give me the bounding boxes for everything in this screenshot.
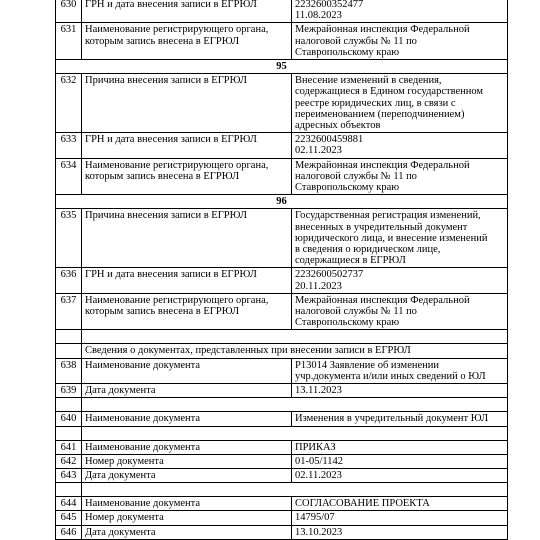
row-number: 636 bbox=[56, 268, 82, 293]
field-value-line: юридического лица, и внесение изменений bbox=[295, 232, 488, 244]
row-number: 637 bbox=[56, 293, 82, 330]
section-header-row bbox=[56, 344, 508, 358]
field-value-line: внесенных в учредительный документ bbox=[295, 221, 468, 233]
field-value-line: в сведения о юридическом лице, bbox=[295, 244, 441, 256]
field-name bbox=[82, 133, 292, 158]
field-name bbox=[82, 209, 292, 268]
field-value bbox=[292, 293, 508, 330]
field-name bbox=[82, 74, 292, 133]
field-name bbox=[82, 440, 292, 454]
field-value-line: налоговой службы № 11 по bbox=[295, 306, 417, 318]
table-row bbox=[56, 497, 508, 511]
field-name-line: Наименование регистрирующего органа, bbox=[85, 159, 269, 171]
field-value-line: 11.08.2023 bbox=[295, 10, 342, 22]
table-row bbox=[56, 23, 508, 60]
field-value-line: Государственная регистрация изменений, bbox=[295, 210, 481, 222]
field-value bbox=[292, 440, 508, 454]
field-value-line: Ставропольскому краю bbox=[295, 317, 400, 329]
field-name bbox=[82, 384, 292, 398]
empty-cell bbox=[82, 330, 508, 344]
field-value-line: учр.документа и/или иных сведений о ЮЛ bbox=[295, 370, 486, 382]
field-value-line: 2232600459881 bbox=[295, 134, 364, 146]
field-value-line: 13.11.2023 bbox=[295, 385, 342, 397]
field-name-line: Номер документа bbox=[85, 455, 164, 467]
field-value-line: Внесение изменений в сведения, bbox=[295, 75, 442, 87]
field-value-line: содержащиеся в Едином государственном bbox=[295, 86, 484, 98]
field-value bbox=[292, 384, 508, 398]
field-name bbox=[82, 293, 292, 330]
field-value bbox=[292, 454, 508, 468]
group-number: 96 bbox=[56, 195, 508, 209]
empty-cell bbox=[82, 483, 508, 497]
field-value-line: Межрайонная инспекция Федеральной bbox=[295, 294, 470, 306]
table-row bbox=[56, 268, 508, 293]
field-value-line: ПРИКАЗ bbox=[295, 441, 336, 453]
group-header-row bbox=[56, 60, 508, 74]
field-value bbox=[292, 209, 508, 268]
field-value-line: 02.11.2023 bbox=[295, 145, 342, 157]
field-name-line: Причина внесения записи в ЕГРЮЛ bbox=[85, 210, 248, 222]
field-value bbox=[292, 412, 508, 426]
field-value bbox=[292, 511, 508, 525]
field-name-line: Дата документа bbox=[85, 385, 156, 397]
field-value bbox=[292, 358, 508, 383]
empty-cell bbox=[82, 398, 508, 412]
row-number: 634 bbox=[56, 158, 82, 195]
row-number: 639 bbox=[56, 384, 82, 398]
field-name-line: Причина внесения записи в ЕГРЮЛ bbox=[85, 75, 248, 87]
field-name-line: Наименование регистрирующего органа, bbox=[85, 24, 269, 36]
empty-cell bbox=[56, 426, 82, 440]
table-row bbox=[56, 0, 508, 23]
field-value-line: 2232600352477 bbox=[295, 0, 364, 10]
field-value-line: 2232600502737 bbox=[295, 269, 364, 281]
table-row bbox=[56, 358, 508, 383]
table-row bbox=[56, 468, 508, 482]
field-value bbox=[292, 158, 508, 195]
field-name bbox=[82, 468, 292, 482]
field-value-line: Межрайонная инспекция Федеральной bbox=[295, 24, 470, 36]
row-number: 645 bbox=[56, 511, 82, 525]
row-number: 631 bbox=[56, 23, 82, 60]
spacer-row bbox=[56, 330, 508, 344]
field-name-line: Дата документа bbox=[85, 469, 156, 481]
spacer-row bbox=[56, 398, 508, 412]
empty-cell bbox=[82, 426, 508, 440]
field-value bbox=[292, 23, 508, 60]
empty-cell bbox=[56, 344, 82, 358]
group-header-row bbox=[56, 195, 508, 209]
row-number: 633 bbox=[56, 133, 82, 158]
field-value-line: содержащиеся в ЕГРЮЛ bbox=[295, 255, 406, 267]
field-name-line: ГРН и дата внесения записи в ЕГРЮЛ bbox=[85, 134, 257, 146]
field-value-line: Ставропольскому краю bbox=[295, 46, 400, 58]
field-value-line: 14795/07 bbox=[295, 512, 335, 524]
field-value-line: адресных объектов bbox=[295, 120, 381, 132]
section-title: Сведения о документах, представленных при внесении записи в ЕГРЮЛ bbox=[82, 344, 508, 358]
field-value-line: Ставропольскому краю bbox=[295, 182, 400, 194]
table-row bbox=[56, 384, 508, 398]
field-name-line: Наименование документа bbox=[85, 413, 200, 425]
table-row bbox=[56, 454, 508, 468]
field-name bbox=[82, 358, 292, 383]
field-name-line: Наименование документа bbox=[85, 498, 200, 510]
field-name bbox=[82, 525, 292, 539]
row-number: 635 bbox=[56, 209, 82, 268]
field-value bbox=[292, 468, 508, 482]
field-value bbox=[292, 74, 508, 133]
table-row bbox=[56, 133, 508, 158]
row-number: 638 bbox=[56, 358, 82, 383]
table-row bbox=[56, 525, 508, 539]
spacer-row bbox=[56, 483, 508, 497]
empty-cell bbox=[56, 398, 82, 412]
field-name bbox=[82, 268, 292, 293]
field-name-line: которым запись внесена в ЕГРЮЛ bbox=[85, 170, 240, 182]
field-value-line: Р13014 Заявление об изменении bbox=[295, 359, 439, 371]
field-name-line: Наименование документа bbox=[85, 441, 200, 453]
field-name-line: Дата документа bbox=[85, 526, 156, 538]
field-name-line: Номер документа bbox=[85, 512, 164, 524]
table-body bbox=[56, 0, 508, 539]
field-name bbox=[82, 412, 292, 426]
field-name bbox=[82, 511, 292, 525]
table-row bbox=[56, 412, 508, 426]
field-value-line: 02.11.2023 bbox=[295, 469, 342, 481]
row-number: 643 bbox=[56, 468, 82, 482]
field-value bbox=[292, 133, 508, 158]
row-number: 642 bbox=[56, 454, 82, 468]
field-name-line: Наименование регистрирующего органа, bbox=[85, 294, 269, 306]
field-name-line: Наименование документа bbox=[85, 359, 200, 371]
field-name-line: которым запись внесена в ЕГРЮЛ bbox=[85, 306, 240, 318]
field-value-line: Изменения в учредительный документ ЮЛ bbox=[295, 413, 489, 425]
spacer-row bbox=[56, 426, 508, 440]
field-value-line: переименованием (переподчинением) bbox=[295, 108, 465, 120]
row-number: 646 bbox=[56, 525, 82, 539]
field-value-line: реестре юридических лиц, в связи с bbox=[295, 97, 456, 109]
field-name-line: ГРН и дата внесения записи в ЕГРЮЛ bbox=[85, 269, 257, 281]
row-number: 644 bbox=[56, 497, 82, 511]
table-row bbox=[56, 74, 508, 133]
empty-cell bbox=[56, 483, 82, 497]
empty-cell bbox=[56, 330, 82, 344]
field-name bbox=[82, 454, 292, 468]
table-row bbox=[56, 293, 508, 330]
row-number: 640 bbox=[56, 412, 82, 426]
table-row bbox=[56, 511, 508, 525]
field-value-line: 01-05/1142 bbox=[295, 455, 344, 467]
group-number: 95 bbox=[56, 60, 508, 74]
field-name bbox=[82, 0, 292, 23]
field-value-line: налоговой службы № 11 по bbox=[295, 35, 417, 47]
field-value-line: налоговой службы № 11 по bbox=[295, 170, 417, 182]
table-row bbox=[56, 158, 508, 195]
field-value bbox=[292, 497, 508, 511]
field-value-line: 20.11.2023 bbox=[295, 280, 342, 292]
egrul-extract-table bbox=[55, 0, 508, 540]
row-number: 630 bbox=[56, 0, 82, 23]
row-number: 641 bbox=[56, 440, 82, 454]
field-value bbox=[292, 268, 508, 293]
field-value-line: 13.10.2023 bbox=[295, 526, 343, 538]
field-value-line: Межрайонная инспекция Федеральной bbox=[295, 159, 470, 171]
field-name-line: которым запись внесена в ЕГРЮЛ bbox=[85, 35, 240, 47]
field-name bbox=[82, 158, 292, 195]
field-value-line: СОГЛАСОВАНИЕ ПРОЕКТА bbox=[295, 498, 430, 510]
field-name bbox=[82, 497, 292, 511]
field-name-line: ГРН и дата внесения записи в ЕГРЮЛ bbox=[85, 0, 257, 10]
field-value bbox=[292, 0, 508, 23]
row-number: 632 bbox=[56, 74, 82, 133]
field-name bbox=[82, 23, 292, 60]
field-value bbox=[292, 525, 508, 539]
table-row bbox=[56, 440, 508, 454]
table-row bbox=[56, 209, 508, 268]
